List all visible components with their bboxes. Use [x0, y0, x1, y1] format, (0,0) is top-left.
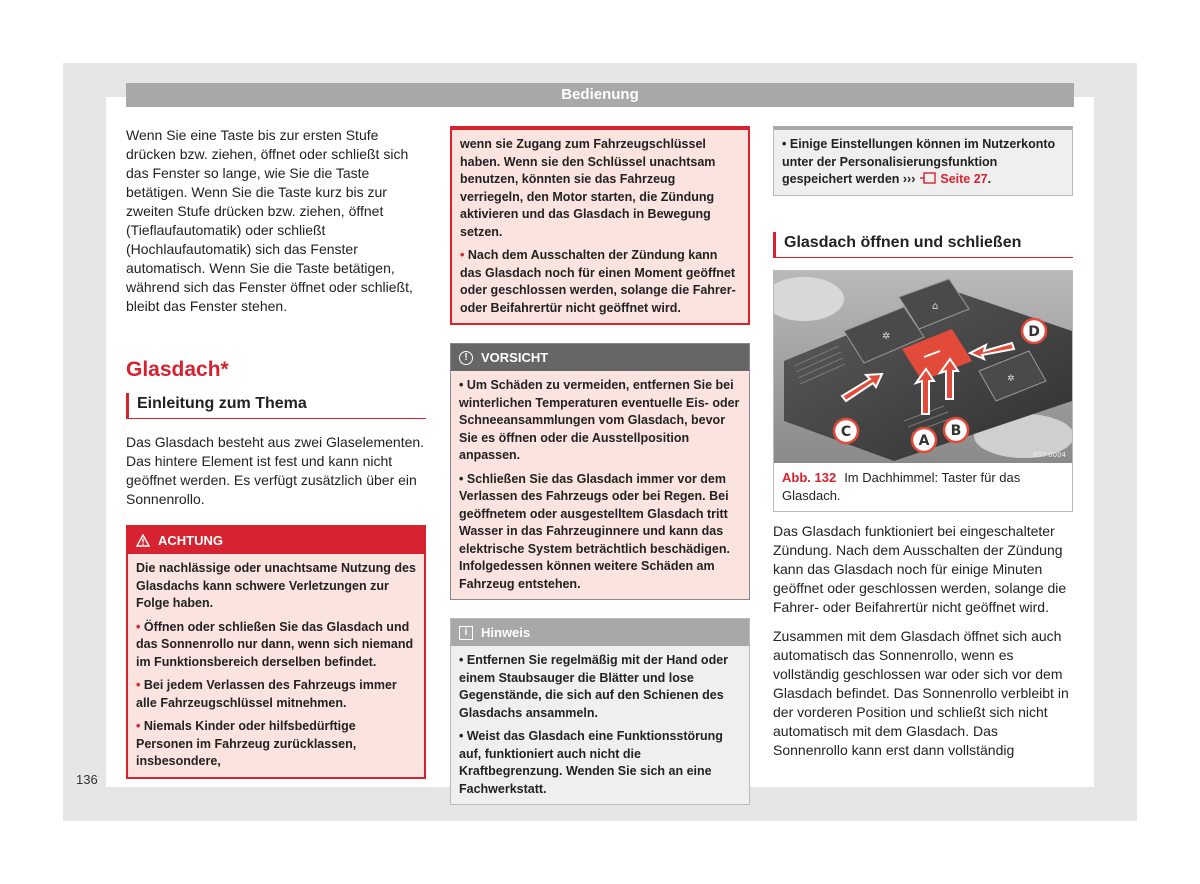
body-paragraph: Das Glasdach funktioniert bei eingeschalteter Zündung. Nach dem Ausschalten der Zündung kann das Glasdach noch für einige Minuten geöffnet oder geschlossen werden, solange die Fahrer- oder Beifahrertür nicht geöffnet wird. [773, 522, 1067, 615]
roof-switch-illustration [774, 271, 1072, 463]
callout-a: A [918, 432, 930, 449]
caution-box [450, 343, 750, 600]
note-box [450, 618, 750, 805]
page-number: 136 [76, 772, 98, 787]
list-item: • Öffnen oder schließen Sie das Glasdach und das Sonnenrollo nur dann, wenn sich niemand im Funktionsbereich derselben befindet. [136, 619, 414, 669]
body-paragraph: Das Glasdach besteht aus zwei Glaselementen. Das hintere Element ist fest und kann nicht geöffnet werden. Es verfügt zusätzlich über ein Sonnenrollo. [126, 434, 425, 507]
section-header: Bedienung [126, 83, 1074, 107]
note-continued-body: • Einige Einstellungen können im Nutzerkonto unter der Personalisierungsfunktion gespeichert werden ››› Seite 27. [782, 137, 1056, 186]
page-reference-icon [919, 172, 937, 184]
warning-continued-text: wenn sie Zugang zum Fahrzeugschlüssel haben. Wenn sie den Schlüssel unachtsam benutzen, könnten sie das Fahrzeug verriegeln, den Motor starten, die Zündung aktivieren und das Glasdach in Bewegung setzen. [460, 137, 716, 239]
list-item: • Niemals Kinder oder hilfsbedürftige Personen im Fahrzeug zurücklassen, insbesondere, [136, 719, 357, 768]
section-title: Glasdach öffnen und schließen [773, 232, 1073, 258]
svg-text:✲: ✲ [1007, 373, 1015, 384]
callout-c: C [840, 423, 852, 440]
warning-lead: Die nachlässige oder unachtsame Nutzung des Glasdachs kann schwere Verletzungen zur Folge haben. [136, 561, 416, 610]
list-item: • Bei jedem Verlassen des Fahrzeugs immer alle Fahrzeugschlüssel mitnehmen. [136, 678, 397, 710]
list-item: • Entfernen Sie regelmäßig mit der Hand oder einem Staubsauger die Blätter und lose Gegenstände, die sich auf den Schienen des Glasdachs ansammeln. [459, 653, 729, 720]
warning-header [128, 527, 424, 554]
figure-caption [774, 463, 1072, 511]
warning-box-continued [450, 126, 750, 325]
chapter-heading: Glasdach* [126, 358, 229, 381]
caution-header [451, 344, 749, 371]
column-1 [126, 126, 426, 779]
list-item: • Schließen Sie das Glasdach immer vor dem Verlassen des Fahrzeugs oder bei Regen. Bei geöffnetem oder ausgestelltem Glasdach tritt Wasser in das Fahrzeuginnere und kann das elektrische System beträchtlich beschädigen. Infolgedessen können weitere Schäden am Fahrzeug entstehen. [459, 471, 730, 591]
bullet-icon: • [136, 719, 141, 733]
note-header [451, 619, 749, 646]
warning-title: ACHTUNG [158, 533, 223, 548]
warning-triangle-icon [136, 534, 150, 547]
body-paragraph: Zusammen mit dem Glasdach öffnet sich auch automatisch das Sonnenrollo, wenn es vollständig geschlossen war oder sich vor dem Glasdach befindet. Das Sonnenrollo verbleibt in der vorderen Position und schließt sich nicht automatisch mit dem Glasdach. Das Sonnenrollo kann erst dann vollständig [773, 627, 1069, 758]
info-icon: i [459, 626, 473, 640]
note-title: Hinweis [481, 625, 531, 640]
figure-label: Abb. 132 [782, 469, 837, 485]
warning-continued-body [452, 130, 748, 323]
warning-box [126, 525, 426, 779]
note-box-continued [773, 126, 1073, 196]
figure-132 [773, 270, 1073, 512]
callout-b: B [950, 422, 962, 439]
bullet-icon: • [136, 619, 141, 634]
reference-arrows: ››› [902, 172, 916, 186]
bullet-icon: • [136, 678, 141, 692]
note-body [451, 646, 749, 804]
callout-d: D [1028, 323, 1040, 340]
column-3 [773, 126, 1073, 770]
list-item: • Um Schäden zu vermeiden, entfernen Sie bei winterlichen Temperaturen eventuelle Eis- oder Schneeansammlungen vom Glasdach, bevor Sie es öffnen oder die Ausstellposition anpassen. [459, 378, 740, 462]
figure-code: B5T-0004 [1032, 450, 1066, 459]
subheading: Einleitung zum Thema [126, 393, 426, 419]
svg-text:✲: ✲ [882, 330, 891, 342]
column-2 [450, 126, 750, 805]
svg-text:⌂: ⌂ [932, 300, 939, 312]
page-reference-link[interactable]: Seite 27 [940, 172, 988, 186]
intro-paragraph: Wenn Sie eine Taste bis zur ersten Stufe drücken bzw. ziehen, öffnet oder schließt sich das Fenster so lange, wie Sie die Taste betätigen. Wenn Sie die Taste kurz bis zur zweiten Stufe drücken bzw. ziehen, öffnet (Tieflaufautomatik) oder schließt (Hochlaufautomatik) sich das Fenster automatisch. Wenn Sie die Taste betätigen, während sich das Fenster öffnet oder schließt, bleibt das Fenster stehen. [126, 127, 413, 314]
warning-body [128, 554, 424, 777]
bullet-icon: • [460, 248, 465, 262]
list-item: • Nach dem Ausschalten der Zündung kann das Glasdach noch für einen Moment geöffnet oder geschlossen werden, solange die Fahrer- oder Beifahrertür nicht geöffnet wird. [460, 248, 736, 315]
figure-caption-text: Im Dachhimmel: Taster für das Glasdach. [782, 469, 1021, 503]
caution-body [451, 371, 749, 599]
caution-circle-icon: ! [459, 351, 473, 365]
caution-title: VORSICHT [481, 350, 549, 365]
list-item: • Weist das Glasdach eine Funktionsstörung auf, funktioniert auch nicht die Kraftbegrenzung. Wenden Sie sich an eine Fachwerkstatt. [459, 729, 723, 796]
note-continued-text: Einige Einstellungen können im Nutzerkonto unter der Personalisierungsfunktion gespeichert werden [782, 137, 1056, 186]
